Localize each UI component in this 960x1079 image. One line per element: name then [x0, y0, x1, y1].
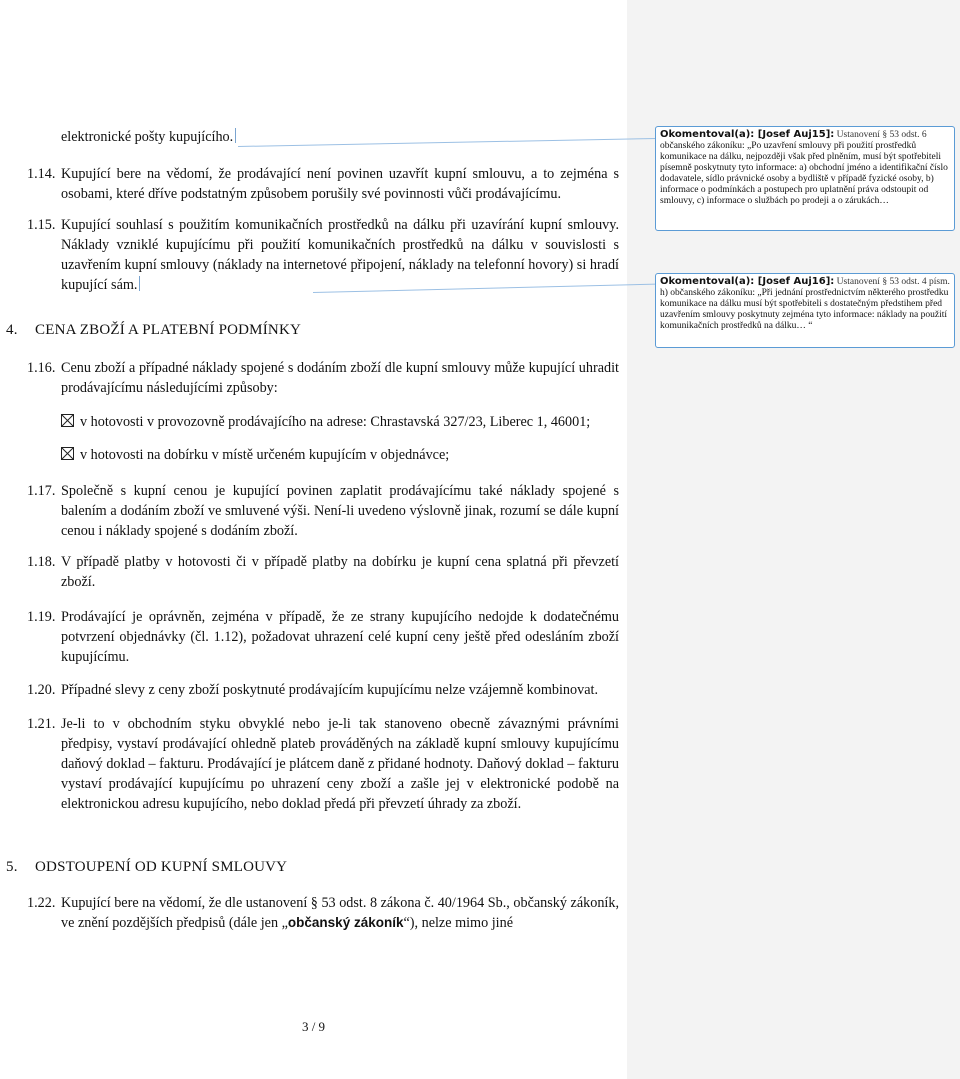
- paragraph-text: Případné slevy z ceny zboží poskytnuté prodávajícím kupujícímu nelze vzájemně kombinovat.: [61, 682, 598, 698]
- paragraph-number: 1.14.: [27, 166, 56, 182]
- payment-option-cash-store: [61, 412, 590, 432]
- paragraph-text: Společně s kupní cenou je kupující povinen zaplatit prodávajícímu také náklady spojené s balením a dodáním zboží ve smluvené výši. Není-li uvedeno výslovně jinak, rozumí se dále kupní cenou i náklady spojené s dodáním zboží.: [61, 483, 619, 539]
- paragraph-1-17: [27, 481, 619, 541]
- paragraph-1-14: [27, 164, 619, 204]
- defined-term: občanský zákoník: [287, 915, 404, 930]
- paragraph-1-19: [27, 607, 619, 667]
- heading-number: 5.: [6, 859, 18, 875]
- checked-box-icon[interactable]: [61, 414, 74, 427]
- comment-reference: Ustanovení § 53 odst. 4 písm.: [836, 277, 950, 287]
- paragraph-text: V případě platby v hotovosti či v případě platby na dobírku je kupní cena splatná při převzetí zboží.: [61, 554, 619, 590]
- paragraph-1-20: [27, 680, 619, 700]
- heading-number: 4.: [6, 322, 18, 338]
- payment-option-label: v hotovosti v provozovně prodávajícího na adrese: Chrastavská 327/23, Liberec 1, 46001;: [80, 414, 591, 430]
- paragraph-1-21: [27, 714, 619, 814]
- paragraph-number: 1.22.: [27, 895, 56, 911]
- paragraph-text: Prodávající je oprávněn, zejména v případě, že ze strany kupujícího nedojde k dodatečnému potvrzení objednávky (čl. 1.12), požadovat uhrazení celé kupní ceny ještě před odesláním zboží kupujícímu.: [61, 609, 619, 665]
- comment-reference: Ustanovení § 53 odst. 6: [836, 130, 927, 140]
- paragraph-text: Kupující bere na vědomí, že prodávající není povinen uzavřít kupní smlouvu, a to zejména s osobami, které dříve podstatným způsobem porušily své povinnosti vůči prodávajícímu.: [61, 166, 619, 202]
- checked-box-icon[interactable]: [61, 447, 74, 460]
- paragraph-text: Cenu zboží a případné náklady spojené s dodáním zboží dle kupní smlouvy může kupující uhradit prodávajícímu následujícími způsoby:: [61, 360, 619, 396]
- paragraph-1-15: [27, 215, 619, 295]
- payment-option-label: v hotovosti na dobírku v místě určeném kupujícím v objednávce;: [80, 447, 450, 463]
- comment-body: h) občanského zákoníku: „Při jednání prostřednictvím některého prostředku komunikace na dálku musí být spotřebiteli s dostatečným předstihem před uzavřením smlouvy poskytnuty zejména tyto informace: náklady na použití komunikačních prostředků na dálku… “: [660, 288, 949, 331]
- payment-option-cod: [61, 445, 449, 465]
- paragraph-text: Kupující souhlasí s použitím komunikačních prostředků na dálku při uzavírání kupní smlouvy. Náklady vzniklé kupujícímu při použití komunikačních prostředků na dálku v souvislosti s uzavřením kupní smlouvy (náklady na internetové připojení, náklady na telefonní hovory) si hradí kupující sám.: [61, 217, 619, 293]
- comment-balloon-1[interactable]: [655, 126, 955, 231]
- comment-author: Okomentoval(a): [Josef Auj15]:: [660, 129, 835, 140]
- paragraph-number: 1.18.: [27, 554, 56, 570]
- comment-author: Okomentoval(a): [Josef Auj16]:: [660, 276, 835, 287]
- paragraph-1-18: [27, 552, 619, 592]
- paragraph-number: 1.21.: [27, 716, 56, 732]
- paragraph-number: 1.19.: [27, 609, 56, 625]
- paragraph-number: 1.16.: [27, 360, 56, 376]
- comment-anchor-2[interactable]: [139, 276, 140, 291]
- paragraph-number: 1.15.: [27, 217, 56, 233]
- comment-balloon-2[interactable]: [655, 273, 955, 348]
- paragraph-number: 1.17.: [27, 483, 56, 499]
- paragraph-text-post: “), nelze mimo jiné: [403, 915, 514, 931]
- paragraph-text: elektronické pošty kupujícího.: [61, 129, 234, 145]
- paragraph-text: Je-li to v obchodním styku obvyklé nebo je-li tak stanoveno obecně závaznými právními předpisy, vystaví prodávající ohledně plateb prováděných na základě kupní smlouvy kupujícímu daňový doklad – fakturu. Prodávající je plátcem daně z přidané hodnoty. Daňový doklad – fakturu vystaví prodávající kupujícímu po uhrazení ceny zboží a zašle jej v elektronické podobě na elektronickou adresu kupujícího, nebo doklad předá při převzetí úhrady za zboží.: [61, 716, 619, 812]
- page-number: 3 / 9: [301, 1019, 326, 1034]
- paragraph-1-16: [27, 358, 619, 398]
- heading-title: ODSTOUPENÍ OD KUPNÍ SMLOUVY: [35, 859, 288, 875]
- paragraph-text-pre: Kupující bere na vědomí, že dle ustanovení § 53 odst. 8 zákona č. 40/1964 Sb., občanský zákoník, ve znění pozdějších předpisů (dále jen „: [61, 895, 619, 931]
- comment-anchor-1[interactable]: [235, 128, 236, 143]
- heading-title: CENA ZBOŽÍ A PLATEBNÍ PODMÍNKY: [35, 322, 302, 338]
- paragraph-1-22: [27, 893, 619, 933]
- comment-body: občanského zákoníku: „Po uzavření smlouvy při použití prostředků komunikace na dálku, nejpozději však před plněním, musí být spotřebiteli písemně poskytnuty tyto informace: a) obchodní jméno a identifikační číslo dodavatele, sídlo právnické osoby a bydliště v případě fyzické osoby, b) informace o podmínkách a postupech pro uplatnění práva odstoupit od smlouvy, c) informace o službách po prodeji a o zárukách…: [660, 141, 948, 206]
- paragraph-number: 1.20.: [27, 682, 56, 698]
